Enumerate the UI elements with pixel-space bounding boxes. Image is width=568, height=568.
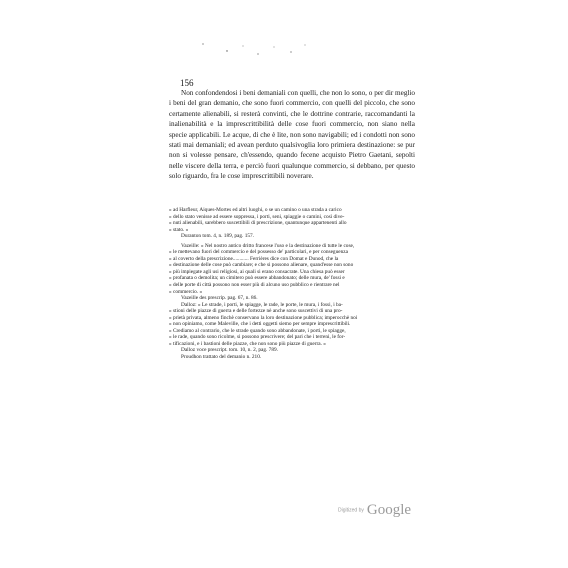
citation-dalloz: Dalloz voce prescript. tom. 10, n. 2, pag. 789. [181,347,278,354]
citation-duranton: Duranton tom. 4, n. 189, pag. 157. [181,233,254,240]
note-line: » profanata o demolita; un cimitero può essere abbandonato; delle mura, de' fossi e [169,275,345,282]
note-line: » delle porte di città possono non esser più di alcuno uso pubblico e rientrare nel [169,282,340,289]
note-line: » al coverto della prescrizione............ Ferrières dice con Domat e Dunod, che la [169,255,339,262]
note-line: Vazeille: « Nel nostro antico dritto francese l'uso e la destinazione di tutte le cose, [181,242,355,249]
note-line: » ad Harfleur, Aiques-Mortes ed altri luoghi, o se un camino o una strada a carico [169,207,342,213]
scan-specks [195,40,315,60]
note-line: » le rade, quando sono ricolme, si possono prescrivere; del pari che i terreni, le for- [169,334,346,341]
note-line: » stato. » [169,226,189,233]
note-line: » dello stato venisse ad essere soppressa, i porti, seni, spiaggie o camini, così dive- [169,213,345,220]
main-text-block [169,88,415,182]
note-line: » prietà privata, almeno finchè conservano la loro destinazione pubblica; imperocchè noi [169,314,358,321]
page-number: 156 [180,78,194,88]
note-line: » non opiniamo, come Maleville, che i detti oggetti siemo per sempre imprescrittibili. [169,321,351,328]
note-line: » stioni delle piazze di guerra e delle fortezze nè anche sono suscettivi di una pro- [169,308,343,315]
main-paragraph: Non confondendosi i beni demaniali con quelli, che non lo sono, o per dir meglio i beni del gran demanio, che sono fuori commercio, con quelli del piccolo, che sono certamente alienabili, si resterà convinti, che le dottrine contrarie, raccomandanti la inalienabilità e la imprescrittibilità delle cose fuori commercio, non siano nella specie applicabili. Le acque, di che è lite, non sono navigabili; ed i condotti non sono stati mai demaniali; ed avean perduto qualsivoglia loro primiera destinazione: se pur non si volesse pensare, ch'essendo, quando fecene acquisto Pietro Gaetani, sepolti nelle viscere della terra, e perciò fuori qualunque commercio, si debbano, per questo solo riguardo, fra le cose imprescrittibili noverare. [169,89,415,181]
footnotes-block [169,207,415,361]
note-line: » destinazione delle cose può cambiare; e che si possono alienare, quand'esse non sono [169,262,354,269]
note-line: » le mettevano fuori del commercio e del possesso de' particolari, e per conseguenza [169,249,348,256]
note-line: » più impiegate agli usi religiosi, ai quali si erano consacrate. Una chiesa può esser [169,268,345,275]
digitized-by-google-watermark [338,501,428,521]
note-line: » commercio. » [169,288,203,295]
watermark-prefix: Digitized by [338,507,364,514]
citation-vazeille: Vazeille des prescrip. pag. 67, n. 86. [181,295,258,302]
note-line: » nuti alienabili, sarebbero suscettibili di prescrizione, quantunque appartenenti allo [169,220,347,227]
google-logo: Google [366,501,412,518]
citation-proudhon: Proudhon trattato del demanio n. 210. [181,354,262,361]
note-line: Dalloz: « Le strade, i porti, le spiagge, le rade, le porte, le mura, i fossi, i ba- [181,301,343,308]
note-line: » Crediamo al contrario, che le strade quando sono abbandonate, i porti, le spiagge, [169,327,346,334]
note-line: » tificazioni, e i bastioni delle piazze, che non sono più piazze di guerra. » [169,340,326,347]
